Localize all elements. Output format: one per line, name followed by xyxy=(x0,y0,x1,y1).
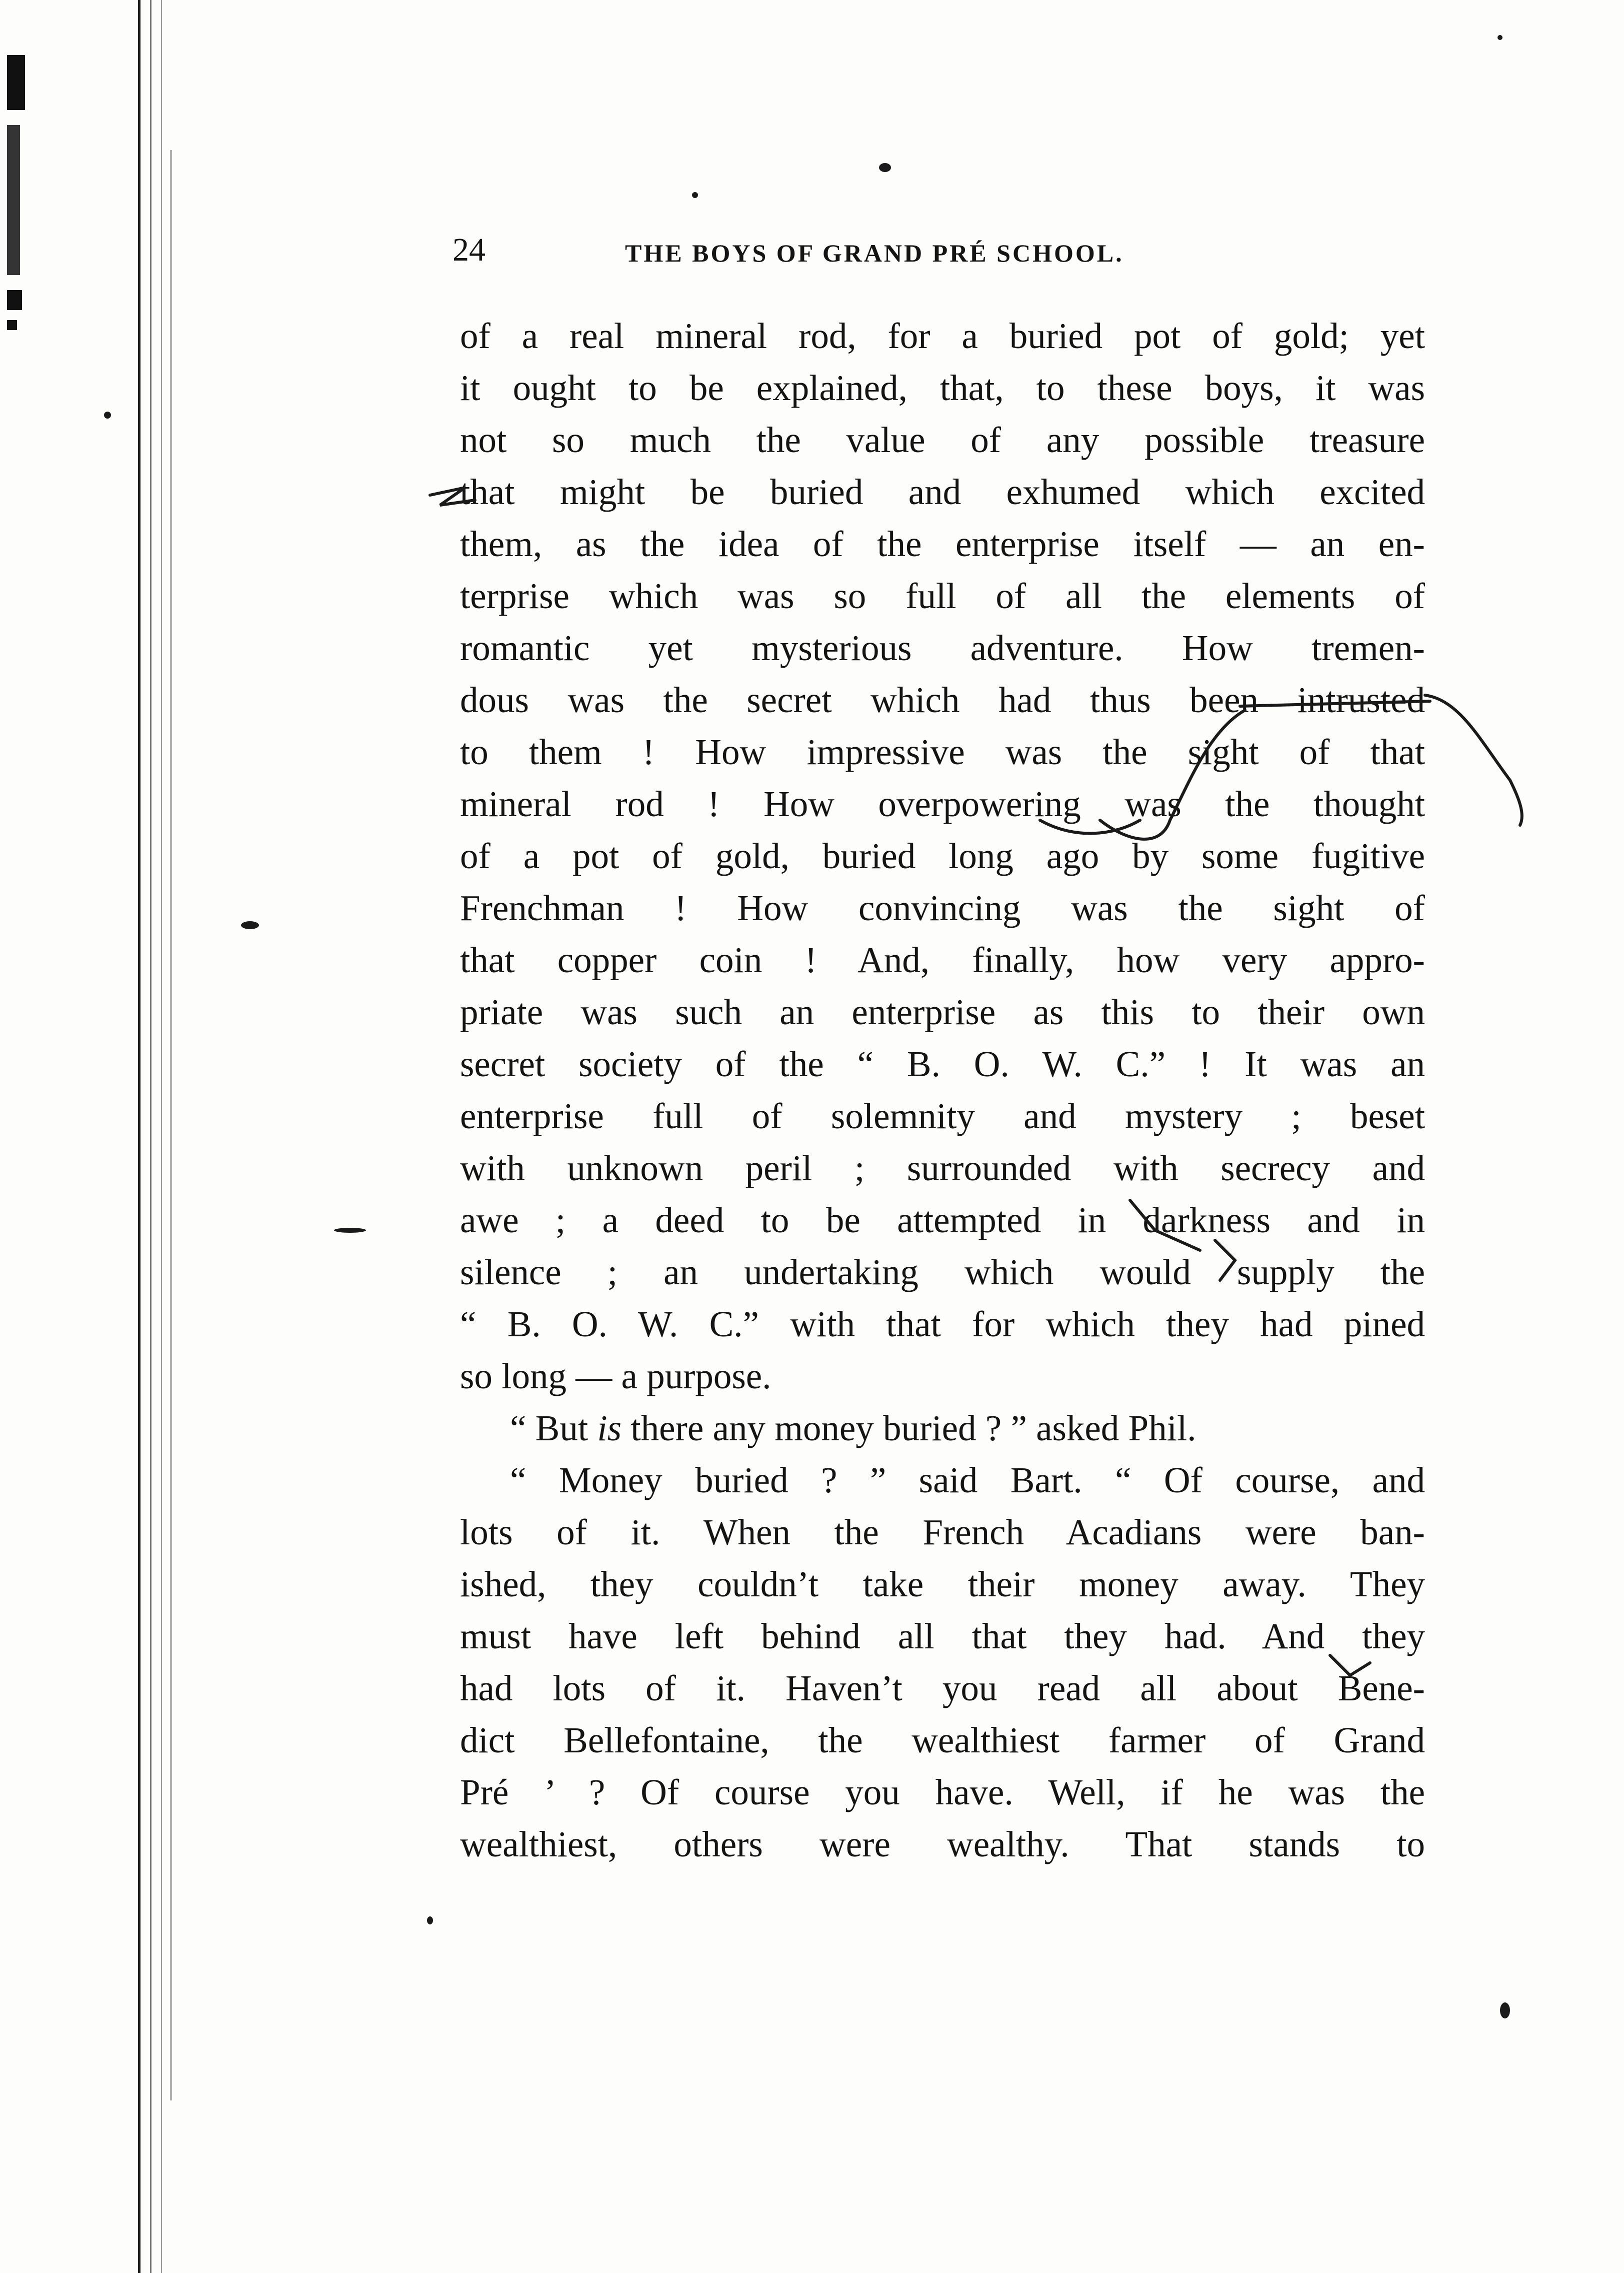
ink-speck xyxy=(879,163,891,172)
body-text xyxy=(460,310,1425,1870)
ink-speck xyxy=(334,1228,366,1233)
text-line: Frenchman ! How convincing was the sight of xyxy=(460,888,1425,928)
text-line: to them ! How impressive was the sight of that xyxy=(460,732,1425,772)
text-line: must have left behind all that they had. And they xyxy=(460,1616,1425,1656)
ink-speck xyxy=(241,921,259,929)
binding-edge-rule xyxy=(170,150,172,2100)
text-line: ished, they couldn’t take their money away. They xyxy=(460,1564,1425,1604)
text-line: “ Money buried ? ” said Bart. “ Of course, and xyxy=(510,1460,1425,1500)
ink-speck xyxy=(692,192,698,198)
loop-annotation-mark xyxy=(1425,695,1522,825)
text-line: enterprise full of solemnity and mystery ; beset xyxy=(460,1096,1425,1136)
dialogue-text: there any money buried ? ” asked Phil. xyxy=(622,1408,1196,1448)
text-line: not so much the value of any possible treasure xyxy=(460,420,1425,460)
text-line: lots of it. When the French Acadians were ban- xyxy=(460,1512,1425,1552)
emphasis-text: is xyxy=(597,1408,622,1448)
binding-mark xyxy=(7,55,25,110)
binding-edge-rule xyxy=(150,0,152,2273)
ink-speck xyxy=(427,1916,433,1924)
text-line: priate was such an enterprise as this to their own xyxy=(460,992,1425,1032)
text-line: of a real mineral rod, for a buried pot of gold; yet xyxy=(460,316,1425,356)
text-line: that copper coin ! And, finally, how very appro- xyxy=(460,940,1425,980)
binding-mark xyxy=(7,290,22,310)
running-title: THE BOYS OF GRAND PRÉ SCHOOL. xyxy=(625,239,1124,267)
ink-speck xyxy=(1500,2002,1510,2018)
binding-gutter xyxy=(0,0,180,2273)
dialogue-line xyxy=(460,1402,1425,1454)
binding-edge-rule xyxy=(138,0,140,2273)
binding-mark xyxy=(7,125,20,275)
text-line: secret society of the “ B. O. W. C.” ! It was an xyxy=(460,1044,1425,1084)
text-line: romantic yet mysterious adventure. How tremen- xyxy=(460,628,1425,668)
text-line: silence ; an undertaking which would supply the xyxy=(460,1252,1425,1292)
text-line: had lots of it. Haven’t you read all about Bene- xyxy=(460,1668,1425,1708)
text-line: “ B. O. W. C.” with that for which they had pined xyxy=(460,1304,1425,1344)
text-line: mineral rod ! How overpowering was the thought xyxy=(460,784,1425,824)
dialogue-text: “ But xyxy=(510,1408,598,1448)
text-line: it ought to be explained, that, to these boys, it was xyxy=(460,368,1425,408)
ink-speck xyxy=(1498,35,1502,40)
text-line: Pré ’ ? Of course you have. Well, if he was the xyxy=(460,1772,1425,1812)
text-line: that might be buried and exhumed which excited xyxy=(460,472,1425,512)
text-line: with unknown peril ; surrounded with secrecy and xyxy=(460,1148,1425,1188)
page-number: 24 xyxy=(452,232,486,268)
text-line: dict Bellefontaine, the wealthiest farmer of Grand xyxy=(460,1720,1425,1760)
text-line: so long — a purpose. xyxy=(460,1356,772,1396)
text-line: them, as the idea of the enterprise itself — an en- xyxy=(460,524,1425,564)
text-line: awe ; a deed to be attempted in darkness and in xyxy=(460,1200,1425,1240)
text-line: of a pot of gold, buried long ago by some fugitive xyxy=(460,836,1425,876)
text-line: wealthiest, others were wealthy. That stands to xyxy=(460,1824,1425,1864)
binding-mark xyxy=(7,320,17,330)
binding-edge-rule xyxy=(161,0,162,2273)
text-line: dous was the secret which had thus been intrusted xyxy=(460,680,1425,720)
running-head xyxy=(452,230,1442,270)
text-line: terprise which was so full of all the elements of xyxy=(460,576,1425,616)
